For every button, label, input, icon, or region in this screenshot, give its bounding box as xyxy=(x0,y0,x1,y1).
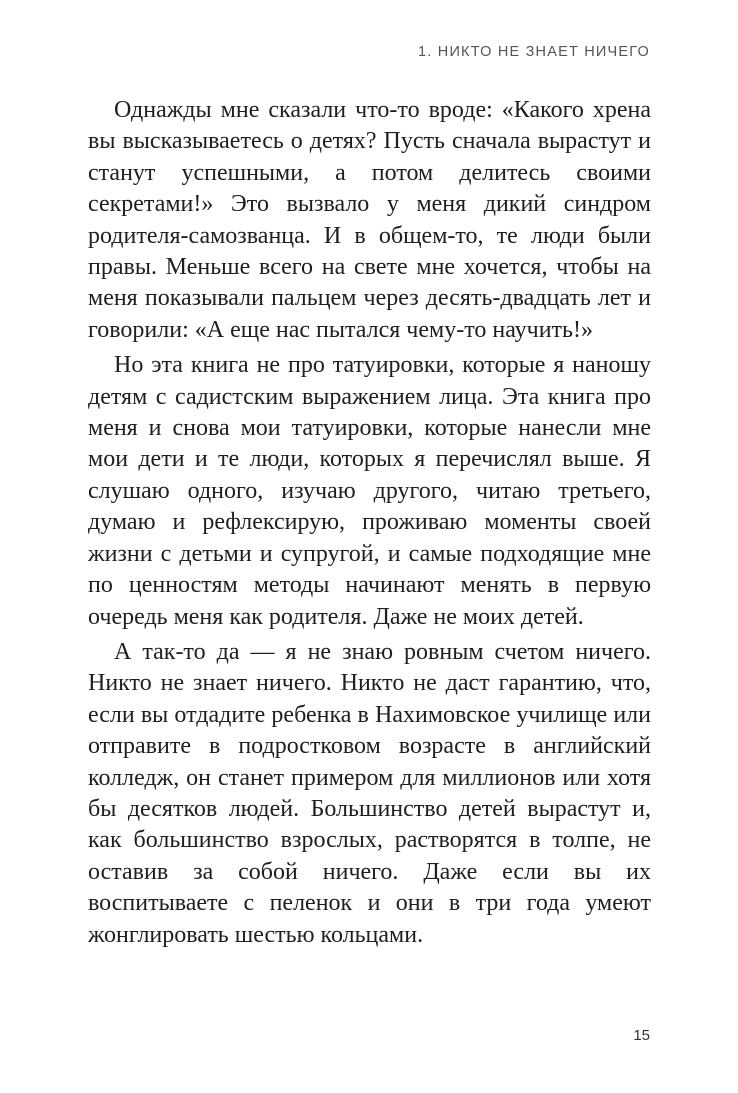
page-number: 15 xyxy=(633,1027,650,1044)
body-text xyxy=(88,95,651,955)
paragraph-2: Но эта книга не про татуировки, которые я наношу детям с садистским выражением лица. Эта книга про меня и снова мои татуировки, которые нанесли мне мои дети и те люди, которых я перечислял выше. Я слушаю одного, изучаю другого, читаю третьего, думаю и рефлексирую, проживаю моменты своей жизни с детьми и супругой, и самые подходящие мне по ценностям методы начинают менять в первую очередь меня как родителя. Даже не моих детей. xyxy=(88,352,651,630)
running-header: 1. НИКТО НЕ ЗНАЕТ НИЧЕГО xyxy=(418,44,650,60)
paragraph-1: Однажды мне сказали что-то вроде: «Какого хрена вы высказываетесь о детях? Пусть сначала вырастут и станут успешными, а потом делитесь своими секретами!» Это вызвало у меня дикий синдром родителя-самозванца. И в общем-то, те люди были правы. Меньше всего на свете мне хочется, чтобы на меня показывали пальцем через десять-двадцать лет и говорили: «А еще нас пытался чему-то научить!» xyxy=(88,97,651,343)
paragraph-3: А так-то да — я не знаю ровным счетом ничего. Никто не знает ничего. Никто не даст гарантию, что, если вы отдадите ребенка в Нахимовское училище или отправите в подростковом возрасте в английский колледж, он станет примером для миллионов или хотя бы десятков людей. Большинство детей вырастут и, как большинство взрослых, растворятся в толпе, не оставив за собой ничего. Даже если вы их воспитываете с пеленок и они в три года умеют жонглировать шестью кольцами. xyxy=(88,638,651,948)
